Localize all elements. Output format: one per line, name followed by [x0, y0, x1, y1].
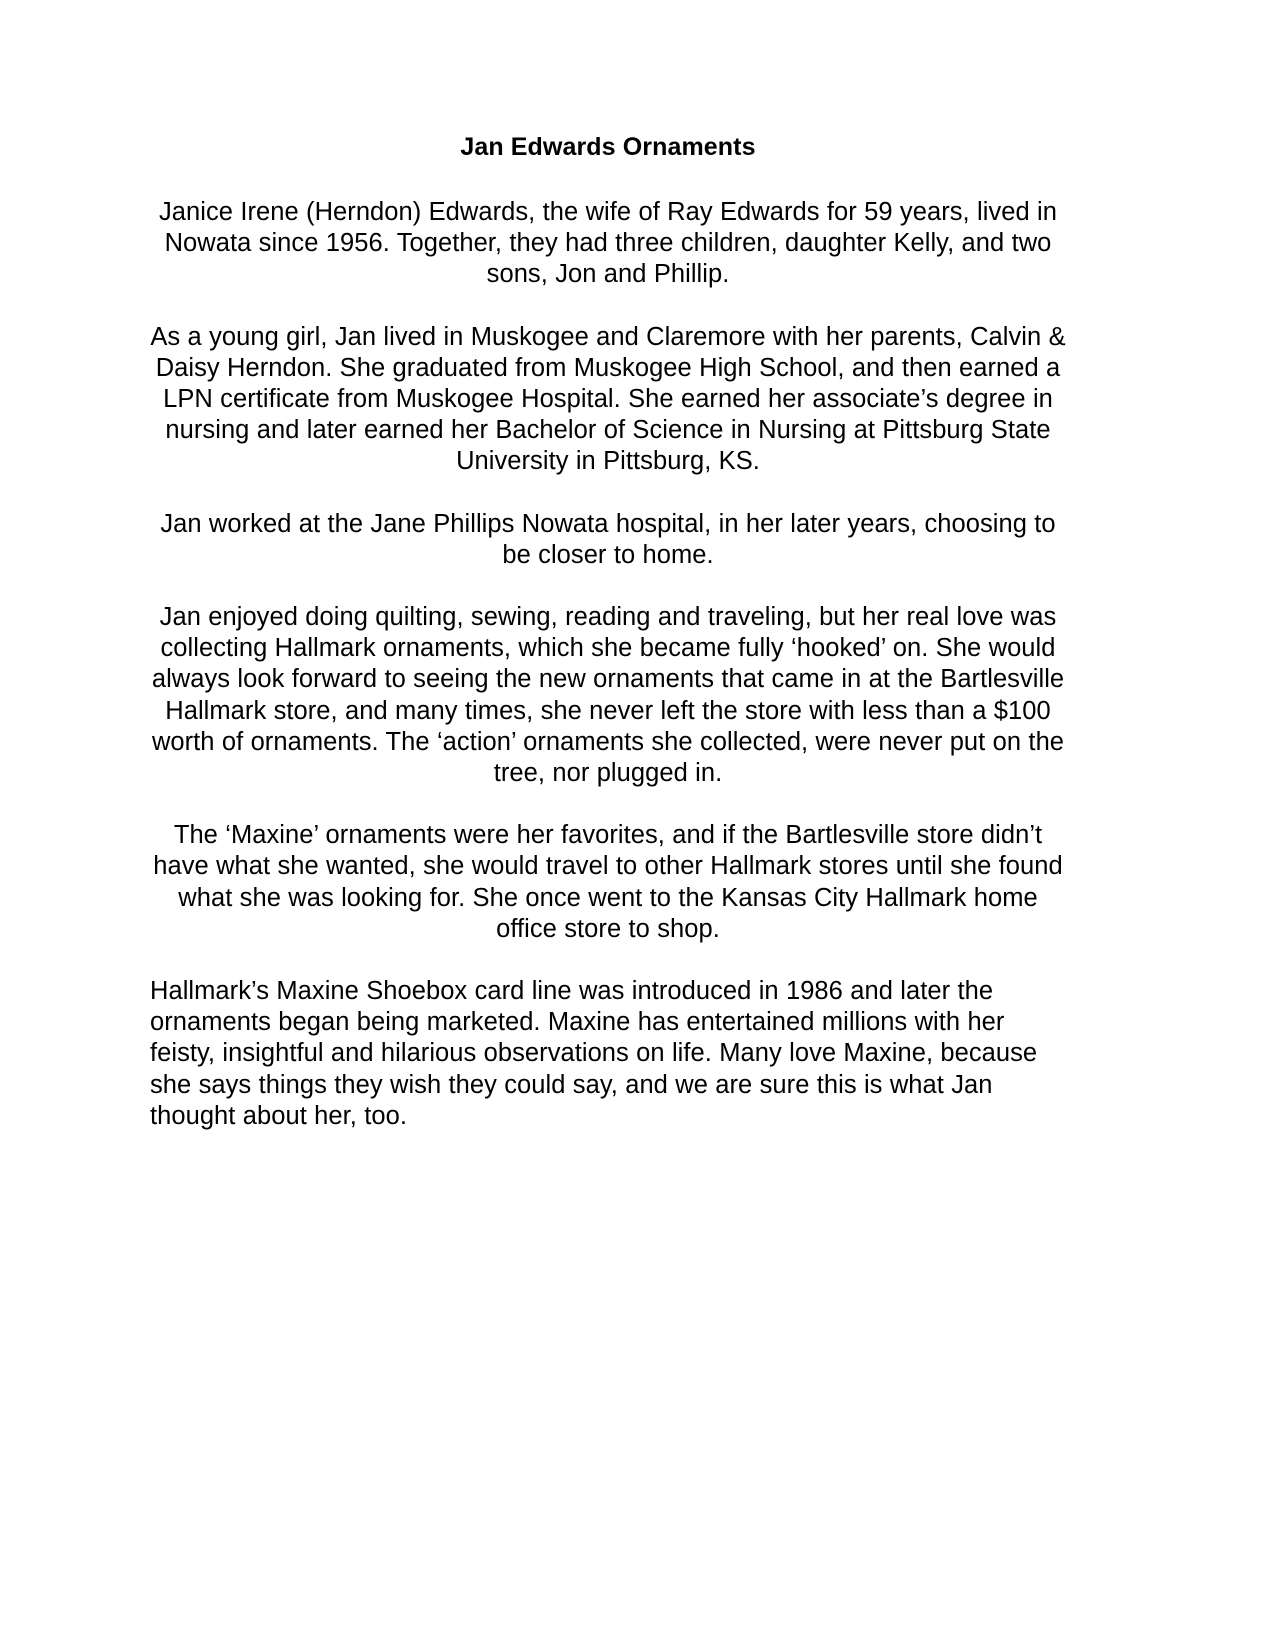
- paragraph-spacer: [150, 945, 1066, 976]
- paragraph-maxine-history: Hallmark’s Maxine Shoebox card line was introduced in 1986 and later the ornaments began being marketed. Maxine has entertained millions with her feisty, insightful and hilarious observations on life. Many love Maxine, because she says things they wish they could say, and we are sure this is what Jan thought about her, too.: [150, 977, 1038, 1130]
- paragraph-spacer: [150, 571, 1066, 602]
- paragraph-spacer: [150, 291, 1066, 322]
- title-spacer: [150, 163, 1066, 197]
- paragraph-hobbies: Jan enjoyed doing quilting, sewing, reading and traveling, but her real love was collecting Hallmark ornaments, which she became fully ‘hooked’ on. She would always look forward to seeing the new ornaments that came in at the Bartlesville Hallmark store, and many times, she never left the store with less than a $100 worth of ornaments. The ‘action’ ornaments she collected, were never put on the tree, nor plugged in.: [151, 603, 1065, 788]
- paragraph-spacer: [150, 478, 1066, 509]
- paragraph-work: Jan worked at the Jane Phillips Nowata hospital, in her later years, choosing to be closer to home.: [160, 509, 1056, 569]
- paragraph-intro: Janice Irene (Herndon) Edwards, the wife of Ray Edwards for 59 years, lived in Nowata since 1956. Together, they had three children, daughter Kelly, and two sons, Jon and Phillip.: [158, 198, 1057, 289]
- document-body: [150, 132, 1066, 1132]
- page-title: Jan Edwards Ornaments: [460, 133, 756, 161]
- paragraph-spacer: [150, 789, 1066, 820]
- paragraph-education: As a young girl, Jan lived in Muskogee and Claremore with her parents, Calvin & Daisy Herndon. She graduated from Muskogee High School, and then earned a LPN certificate from Muskogee Hospital. She earned her associate’s degree in nursing and later earned her Bachelor of Science in Nursing at Pittsburg State University in Pittsburg, KS.: [150, 322, 1066, 476]
- paragraph-maxine-favorites: The ‘Maxine’ ornaments were her favorites, and if the Bartlesville store didn’t have what she wanted, she would travel to other Hallmark stores until she found what she was looking for. She once went to the Kansas City Hallmark home office store to shop.: [153, 821, 1063, 943]
